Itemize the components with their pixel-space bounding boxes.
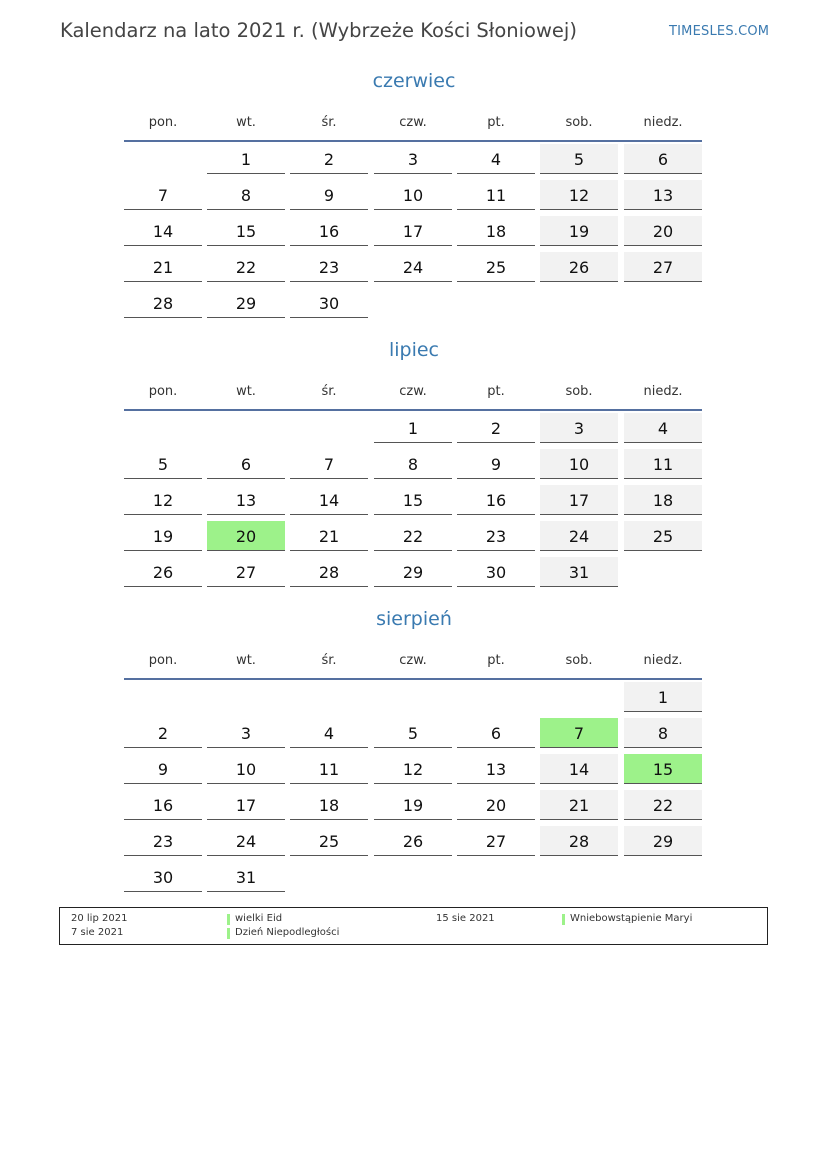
legend-name-1: wielki Eid: [235, 913, 283, 924]
day-cell: 28: [290, 557, 368, 587]
day-cell: 7: [540, 718, 618, 748]
day-cell: 28: [124, 288, 202, 318]
day-cell: 4: [624, 413, 702, 443]
weekday-label: sob.: [565, 384, 593, 399]
day-cell: 20: [207, 521, 285, 551]
day-cell: 1: [207, 144, 285, 174]
day-cell: 31: [540, 557, 618, 587]
day-cell: 2: [290, 144, 368, 174]
legend-name-2: Dzień Niepodległości: [235, 927, 340, 938]
legend-date-1: 20 lip 2021: [71, 913, 128, 924]
day-cell: 13: [207, 485, 285, 515]
day-cell: 17: [374, 216, 452, 246]
weekday-label: wt.: [236, 384, 256, 399]
day-cell: 11: [457, 180, 535, 210]
day-cell: 8: [207, 180, 285, 210]
legend-name-3: Wniebowstąpienie Maryi: [570, 913, 693, 924]
day-cell: 17: [207, 790, 285, 820]
day-cell: 7: [124, 180, 202, 210]
month-name: sierpień: [376, 608, 452, 630]
day-cell: 3: [207, 718, 285, 748]
weekday-label: śr.: [321, 384, 337, 399]
day-cell: 20: [624, 216, 702, 246]
day-cell: 22: [207, 252, 285, 282]
weekday-header: [124, 653, 704, 671]
day-cell: 20: [457, 790, 535, 820]
weekday-header: [124, 384, 704, 402]
day-cell: 13: [457, 754, 535, 784]
day-cell: 10: [207, 754, 285, 784]
day-cell: 13: [624, 180, 702, 210]
day-cell: 6: [624, 144, 702, 174]
day-cell: 27: [624, 252, 702, 282]
day-cell: 8: [374, 449, 452, 479]
day-cell: 30: [124, 862, 202, 892]
day-cell: 27: [207, 557, 285, 587]
day-cell: 21: [124, 252, 202, 282]
weekday-label: czw.: [399, 653, 427, 668]
day-cell: 23: [290, 252, 368, 282]
day-cell: 5: [124, 449, 202, 479]
day-cell: 25: [624, 521, 702, 551]
day-cell: 26: [540, 252, 618, 282]
day-cell: 30: [290, 288, 368, 318]
day-cell: 29: [624, 826, 702, 856]
day-cell: 24: [540, 521, 618, 551]
day-cell: 21: [540, 790, 618, 820]
month-name: lipiec: [388, 339, 440, 361]
day-cell: 8: [624, 718, 702, 748]
day-cell: 18: [457, 216, 535, 246]
day-cell: 29: [207, 288, 285, 318]
day-cell: 2: [457, 413, 535, 443]
day-cell: 10: [540, 449, 618, 479]
weekday-label: wt.: [236, 115, 256, 130]
day-cell: 12: [124, 485, 202, 515]
weekday-label: czw.: [399, 115, 427, 130]
header-divider: [124, 140, 702, 142]
day-cell: 23: [124, 826, 202, 856]
day-cell: 23: [457, 521, 535, 551]
day-cell: 21: [290, 521, 368, 551]
day-cell: 15: [207, 216, 285, 246]
legend-date-2: 7 sie 2021: [71, 927, 124, 938]
legend-date-3: 15 sie 2021: [436, 913, 495, 924]
day-cell: 15: [624, 754, 702, 784]
day-cell: 26: [374, 826, 452, 856]
day-cell: 18: [290, 790, 368, 820]
day-cell: 14: [540, 754, 618, 784]
weekday-label: pt.: [487, 384, 505, 399]
month-name: czerwiec: [372, 70, 456, 92]
day-cell: 16: [290, 216, 368, 246]
day-cell: 11: [624, 449, 702, 479]
brand-link[interactable]: TIMESLES.COM: [669, 24, 770, 39]
day-cell: 7: [290, 449, 368, 479]
day-cell: 5: [540, 144, 618, 174]
day-cell: 19: [124, 521, 202, 551]
weekday-label: pt.: [487, 653, 505, 668]
day-cell: 4: [457, 144, 535, 174]
weekday-label: niedz.: [643, 384, 683, 399]
day-cell: 24: [374, 252, 452, 282]
day-cell: 14: [124, 216, 202, 246]
weekday-label: pon.: [148, 384, 178, 399]
weekday-header: [124, 115, 704, 133]
day-cell: 11: [290, 754, 368, 784]
day-cell: 5: [374, 718, 452, 748]
weekday-label: wt.: [236, 653, 256, 668]
day-cell: 1: [624, 682, 702, 712]
day-cell: 30: [457, 557, 535, 587]
day-cell: 28: [540, 826, 618, 856]
weekday-label: czw.: [399, 384, 427, 399]
day-cell: 12: [374, 754, 452, 784]
day-cell: 25: [290, 826, 368, 856]
day-cell: 9: [290, 180, 368, 210]
weekday-label: niedz.: [643, 653, 683, 668]
day-cell: 15: [374, 485, 452, 515]
day-cell: 17: [540, 485, 618, 515]
holiday-legend: [59, 907, 768, 945]
day-cell: 9: [457, 449, 535, 479]
legend-marker-1: [227, 914, 230, 925]
day-cell: 24: [207, 826, 285, 856]
header-divider: [124, 678, 702, 680]
day-cell: 18: [624, 485, 702, 515]
day-cell: 3: [374, 144, 452, 174]
day-cell: 10: [374, 180, 452, 210]
legend-marker-2: [227, 928, 230, 939]
day-cell: 22: [374, 521, 452, 551]
day-cell: 27: [457, 826, 535, 856]
day-cell: 31: [207, 862, 285, 892]
day-cell: 4: [290, 718, 368, 748]
weekday-label: pon.: [148, 115, 178, 130]
weekday-label: pon.: [148, 653, 178, 668]
day-cell: 3: [540, 413, 618, 443]
page-title: Kalendarz na lato 2021 r. (Wybrzeże Kości Słoniowej): [60, 19, 577, 42]
weekday-label: pt.: [487, 115, 505, 130]
day-cell: 29: [374, 557, 452, 587]
day-cell: 9: [124, 754, 202, 784]
day-cell: 19: [374, 790, 452, 820]
day-cell: 26: [124, 557, 202, 587]
weekday-label: sob.: [565, 115, 593, 130]
legend-marker-3: [562, 914, 565, 925]
day-cell: 2: [124, 718, 202, 748]
day-cell: 22: [624, 790, 702, 820]
day-cell: 6: [207, 449, 285, 479]
day-cell: 25: [457, 252, 535, 282]
day-cell: 16: [124, 790, 202, 820]
day-cell: 6: [457, 718, 535, 748]
day-cell: 12: [540, 180, 618, 210]
header-divider: [124, 409, 702, 411]
weekday-label: sob.: [565, 653, 593, 668]
weekday-label: śr.: [321, 653, 337, 668]
day-cell: 19: [540, 216, 618, 246]
day-cell: 14: [290, 485, 368, 515]
day-cell: 1: [374, 413, 452, 443]
weekday-label: niedz.: [643, 115, 683, 130]
weekday-label: śr.: [321, 115, 337, 130]
day-cell: 16: [457, 485, 535, 515]
